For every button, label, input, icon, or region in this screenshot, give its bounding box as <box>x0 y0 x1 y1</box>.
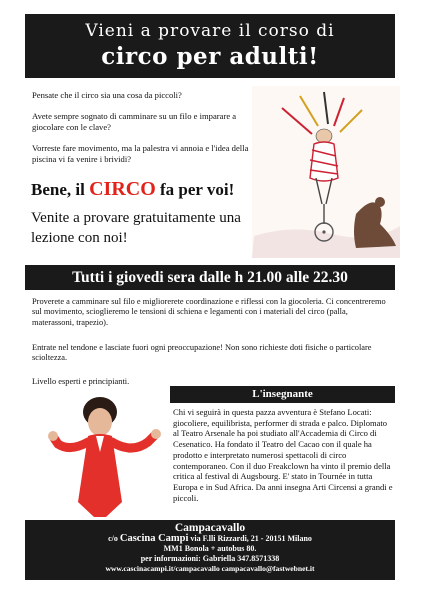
venite-text: Venite a provare gratuitamente una lezione con noi! <box>31 210 241 246</box>
teacher-heading: L'insegnante <box>170 386 395 403</box>
teacher-face <box>88 408 112 436</box>
address-detail: via F.lli Rizzardi, 21 - 20151 Milano <box>188 534 312 543</box>
bene-headline <box>31 178 234 201</box>
unicycle-juggler-illustration <box>252 86 400 258</box>
teacher-left-arm <box>54 438 88 448</box>
teacher-right-hand <box>151 429 161 439</box>
title-line-1: Vieni a provare il corso di <box>85 21 335 41</box>
description-paragraph-2: Entrate nel tendone e lasciate fuori ogni preoccupazione! Non sono richieste doti fisiche o particolare scioltezza. <box>32 343 372 363</box>
description-paragraph-3: Livello esperti e principianti. <box>32 377 130 386</box>
question-2: Avete sempre sognato di camminare su un filo e imparare a giocolare con le clave? <box>32 111 237 132</box>
footer-web-link[interactable]: www.cascinacampi.it/campacavallo campacavallo@fastwebnet.it <box>105 564 315 573</box>
schedule-bar: Tutti i giovedi sera dalle h 21.00 alle 22.30 <box>25 265 395 290</box>
bene-prefix: Bene, il <box>31 180 90 199</box>
description-paragraph-1: Proverete a camminare sul filo e migliorerete coordinazione e riflessi con la giocoleria. Ci concentreremo sul movimento, scioglieremo le tensioni di schiena e legamenti con i materiali del circo (palla, materassoni, trapezio). <box>32 297 386 327</box>
question-1: Pensate che il circo sia una cosa da piccoli? <box>32 90 182 100</box>
footer-venue: Cascina Campi <box>119 533 189 544</box>
teacher-right-arm <box>112 436 154 448</box>
circo-highlight: CIRCO <box>89 178 156 200</box>
wheel-hub <box>322 230 325 233</box>
footer-transport: MM1 Bonola + autobus 80. <box>163 544 257 553</box>
address-prefix: c/o <box>108 534 120 543</box>
teacher-photo <box>48 392 166 517</box>
title-banner <box>25 14 395 78</box>
question-3: Vorreste fare movimento, ma la palestra vi annoia e l'idea della piscina vi fa venire i brividi? <box>32 143 249 164</box>
seal-head <box>375 197 385 207</box>
footer-info: per informazioni: Gabriella 347.8571338 <box>140 554 280 563</box>
title-line-2: circo per adulti! <box>101 43 319 70</box>
footer-contact <box>25 520 395 580</box>
footer-address <box>25 534 395 544</box>
juggler-head <box>316 129 332 143</box>
teacher-left-hand <box>48 431 58 441</box>
footer-name: Campacavallo <box>174 522 246 534</box>
teacher-bio: Chi vi seguirà in questa pazza avventura è Stefano Locati: giocoliere, equilibrista, performer di strada e palco. Diplomato al Teatro Arsenale ha poi studiato all'Accademia di Circo di Cesenatico. Ha fondato il Teatro del Cacao con il quale ha prodotto e interpretato numerosi spettacoli di circo contemporaneo. Con il duo Freakclown ha vinto il premio della critica al festival di Augsbourg. E' stato in Tournée in tutta Europa e in Sud Africa. Da anni insegna Arti Circensi a grandi e piccoli. <box>173 407 393 503</box>
bene-suffix: fa per voi! <box>155 180 235 199</box>
